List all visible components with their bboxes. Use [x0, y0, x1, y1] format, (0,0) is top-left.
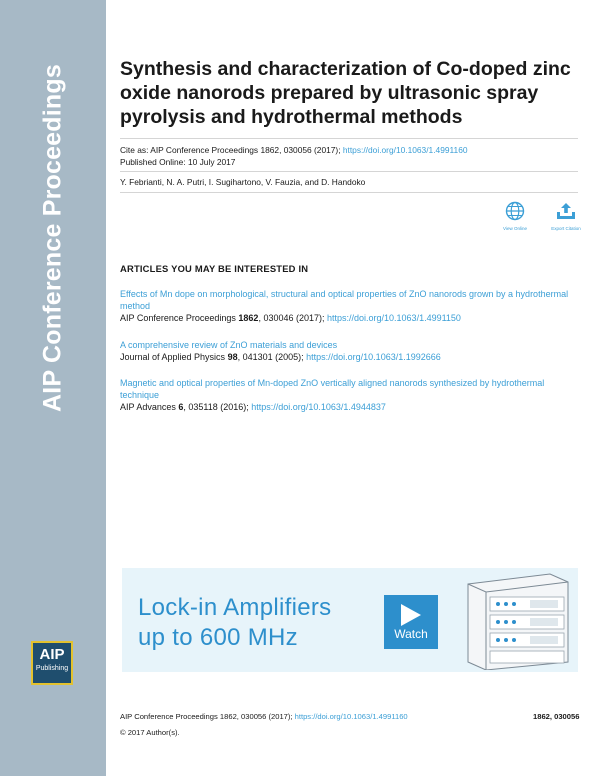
- watch-button[interactable]: [384, 595, 438, 649]
- citation-line: [120, 145, 468, 156]
- footer-citation: [120, 712, 408, 722]
- divider: [120, 171, 578, 172]
- article-source: AIP Conference Proceedings 1862, 030046 (2017); https://doi.org/10.1063/1.4991150: [120, 313, 461, 323]
- logo-text-publishing: Publishing: [35, 665, 69, 672]
- article-title-link[interactable]: A comprehensive review of ZnO materials and devices: [120, 340, 338, 350]
- view-online-button[interactable]: [495, 201, 535, 232]
- paper-title: Synthesis and characterization of Co-doped zinc oxide nanorods prepared by ultrasonic spray pyrolysis and hydrothermal methods: [120, 58, 571, 128]
- article-title-link[interactable]: Effects of Mn dope on morphological, structural and optical properties of ZnO nanorods grown by a hydrothermal method: [120, 289, 569, 311]
- related-article: [120, 377, 580, 413]
- advertisement-banner[interactable]: [122, 568, 578, 672]
- watch-label: Watch: [394, 627, 428, 641]
- aip-publishing-logo[interactable]: [31, 641, 73, 685]
- export-citation-label: Export Citation: [551, 226, 581, 231]
- article-doi-link[interactable]: https://doi.org/10.1063/1.4944837: [251, 402, 386, 412]
- ad-headline: [138, 593, 331, 653]
- doi-link[interactable]: https://doi.org/10.1063/1.4991160: [342, 145, 468, 155]
- article-doi-link[interactable]: https://doi.org/10.1063/1.4991150: [327, 313, 461, 323]
- related-article: [120, 288, 580, 324]
- divider: [120, 192, 578, 193]
- divider: [120, 138, 578, 139]
- logo-text-aip: AIP: [39, 646, 65, 663]
- published-date: Published Online: 10 July 2017: [120, 157, 236, 167]
- play-icon: [401, 604, 421, 626]
- journal-title: AIP Conference Proceedings: [38, 64, 67, 412]
- ad-line-1: Lock-in Amplifiers: [138, 594, 332, 621]
- footer-citation-text: AIP Conference Proceedings 1862, 030056 (2017);: [120, 712, 295, 721]
- article-source: AIP Advances 6, 035118 (2016); https://doi.org/10.1063/1.4944837: [120, 402, 386, 412]
- citation-text: Cite as: AIP Conference Proceedings 1862, 030056 (2017);: [120, 145, 343, 155]
- footer-doi-link[interactable]: https://doi.org/10.1063/1.4991160: [294, 712, 408, 721]
- footer-page-ref: 1862, 030056: [533, 712, 580, 721]
- globe-icon: [505, 201, 525, 221]
- instrument-rack-icon: [460, 570, 572, 670]
- author-list: Y. Febrianti, N. A. Putri, I. Sugihartono, V. Fauzia, and D. Handoko: [120, 177, 366, 187]
- article-doi-link[interactable]: https://doi.org/10.1063/1.1992666: [306, 352, 441, 362]
- related-article: [120, 339, 580, 363]
- ad-line-2: up to 600 MHz: [138, 624, 298, 651]
- footer-copyright: © 2017 Author(s).: [120, 728, 180, 737]
- export-citation-button[interactable]: [546, 201, 586, 232]
- article-source: Journal of Applied Physics 98, 041301 (2005); https://doi.org/10.1063/1.1992666: [120, 352, 441, 362]
- article-title-link[interactable]: Magnetic and optical properties of Mn-doped ZnO vertically aligned nanorods synthesized by hydrothermal technique: [120, 378, 545, 400]
- related-articles-heading: ARTICLES YOU MAY BE INTERESTED IN: [120, 263, 309, 274]
- upload-tray-icon: [555, 201, 577, 221]
- sidebar: [0, 0, 106, 776]
- view-online-label: View Online: [503, 226, 527, 231]
